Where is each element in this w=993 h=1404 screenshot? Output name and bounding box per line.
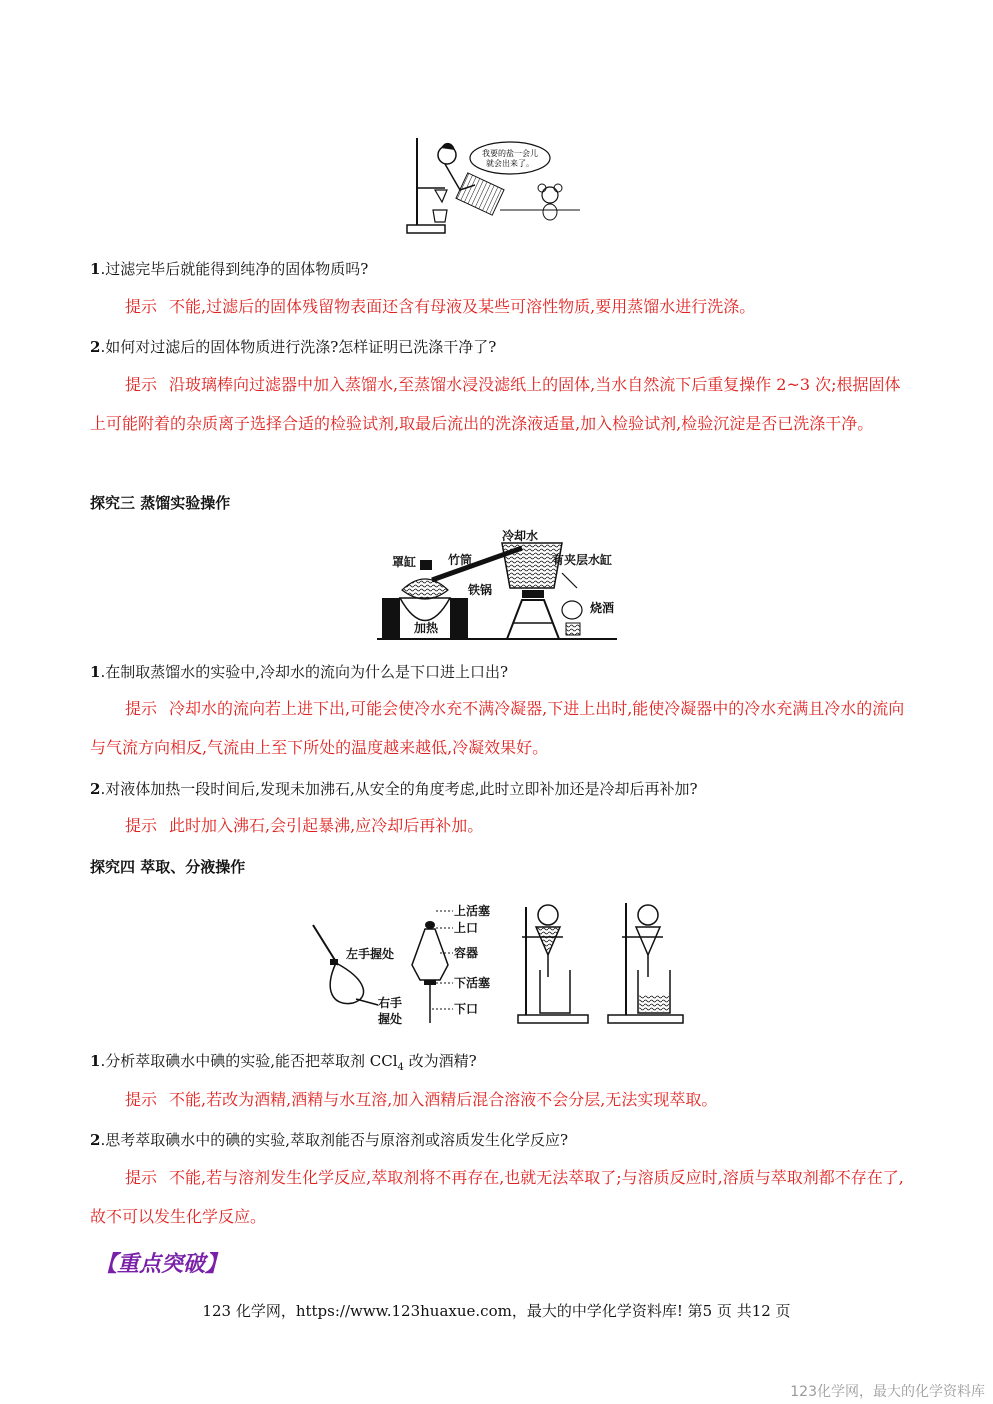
key-points-heading: 【重点突破】	[95, 1251, 228, 1277]
label-left-hand: 左手握处	[346, 947, 395, 961]
question-number: 1	[90, 663, 101, 681]
page-footer: 123 化学网，https://www.123huaxue.com，最大的中学化学资料库! 第5 页 共12 页	[202, 1302, 791, 1320]
label-right-hand-2: 握处	[378, 1012, 403, 1026]
label-container: 容器	[454, 946, 479, 960]
label-upper-mouth: 上口	[454, 921, 479, 935]
hint-text: 沿玻璃棒向过滤器中加入蒸馏水,至蒸馏水浸没滤纸上的固体,当水自然流下后重复操作 2~3 次;根据固体上可能附着的杂质离子选择合适的检验试剂,取最后流出的洗涤液适量,加入检验试剂,检验沉淀是否已洗涤干净。	[90, 375, 901, 433]
question-number: 1	[90, 1052, 101, 1070]
label-liquor: 烧酒	[590, 601, 615, 615]
section-extraction-title: 探究四 萃取、分液操作	[90, 858, 246, 876]
question-text: .过滤完毕后就能得到纯净的固体物质吗?	[100, 260, 369, 278]
hint-text: 不能,若改为酒精,酒精与水互溶,加入酒精后混合溶液不会分层,无法实现萃取。	[169, 1090, 718, 1109]
hint-extraction-1	[90, 1080, 905, 1119]
label-jacketed-vat: 有夹层水缸	[552, 553, 613, 567]
hint-distillation-1	[90, 689, 905, 767]
speech-line-2: 就会出来了。	[486, 159, 534, 168]
filtration-cartoon-figure	[405, 130, 585, 240]
hint-text: 不能,过滤后的固体残留物表面还含有母液及某些可溶性物质,要用蒸馏水进行洗涤。	[169, 297, 756, 316]
question-text: .在制取蒸馏水的实验中,冷却水的流向为什么是下口进上口出?	[100, 663, 509, 681]
hint-text: 不能,若与溶剂发生化学反应,萃取剂将不再存在,也就无法萃取了;与溶质反应时,溶质与萃取剂都不存在了,故不可以发生化学反应。	[90, 1168, 904, 1226]
question-text: .对液体加热一段时间后,发现未加沸石,从安全的角度考虑,此时立即补加还是冷却后再补加?	[100, 780, 698, 798]
question-distillation-2	[90, 778, 698, 799]
hint-distillation-2	[90, 806, 905, 845]
question-text-end: 改为酒精?	[403, 1052, 477, 1070]
hint-text: 冷却水的流向若上进下出,可能会使冷水充不满冷凝器,下进上出时,能使冷凝器中的冷水充满且冷水的流向与气流方向相反,气流由上至下所处的温度越来越低,冷凝效果好。	[90, 699, 905, 757]
label-lower-stopcock: 下活塞	[454, 976, 491, 990]
label-zhutong: 竹筒	[448, 553, 473, 567]
hint-filtration-1	[90, 287, 905, 326]
question-text: .思考萃取碘水中的碘的实验,萃取剂能否与原溶剂或溶质发生化学反应?	[100, 1131, 569, 1149]
label-right-hand-1: 右手	[378, 996, 403, 1010]
question-filtration-2	[90, 336, 496, 357]
question-number: 2	[90, 338, 101, 356]
label-lower-mouth: 下口	[454, 1002, 479, 1016]
question-extraction-2	[90, 1129, 568, 1150]
subscript-4: 4	[397, 1062, 404, 1073]
hint-label: 提示	[125, 816, 158, 835]
label-upper-stopper: 上活塞	[454, 904, 491, 918]
speech-line-1: 我要的盐一会儿	[482, 149, 538, 158]
label-heating: 加热	[414, 621, 439, 635]
label-cooling-water: 冷却水	[502, 529, 539, 543]
question-text: .分析萃取碘水中碘的实验,能否把萃取剂 CCl	[100, 1052, 398, 1070]
question-number: 2	[90, 1131, 101, 1149]
question-filtration-1	[90, 258, 368, 279]
hint-label: 提示	[125, 1090, 158, 1109]
label-zhaogang: 罩缸	[392, 555, 417, 569]
hint-label: 提示	[125, 297, 158, 316]
watermark: 123化学网，最大的化学资料库	[790, 1384, 985, 1400]
hint-filtration-2	[90, 365, 905, 443]
distillation-figure	[372, 528, 622, 643]
hint-label: 提示	[125, 699, 158, 718]
label-iron-pot: 铁锅	[468, 583, 493, 597]
question-distillation-1	[90, 661, 508, 682]
question-number: 2	[90, 780, 101, 798]
question-extraction-1	[90, 1050, 477, 1073]
question-number: 1	[90, 260, 101, 278]
hint-label: 提示	[125, 1168, 158, 1187]
hint-label: 提示	[125, 375, 158, 394]
hint-text: 此时加入沸石,会引起暴沸,应冷却后再补加。	[169, 816, 484, 835]
extraction-figure	[308, 895, 693, 1030]
section-distillation-title: 探究三 蒸馏实验操作	[90, 494, 231, 512]
hint-extraction-2	[90, 1158, 905, 1236]
question-text: .如何对过滤后的固体物质进行洗涤?怎样证明已洗涤干净了?	[100, 338, 497, 356]
